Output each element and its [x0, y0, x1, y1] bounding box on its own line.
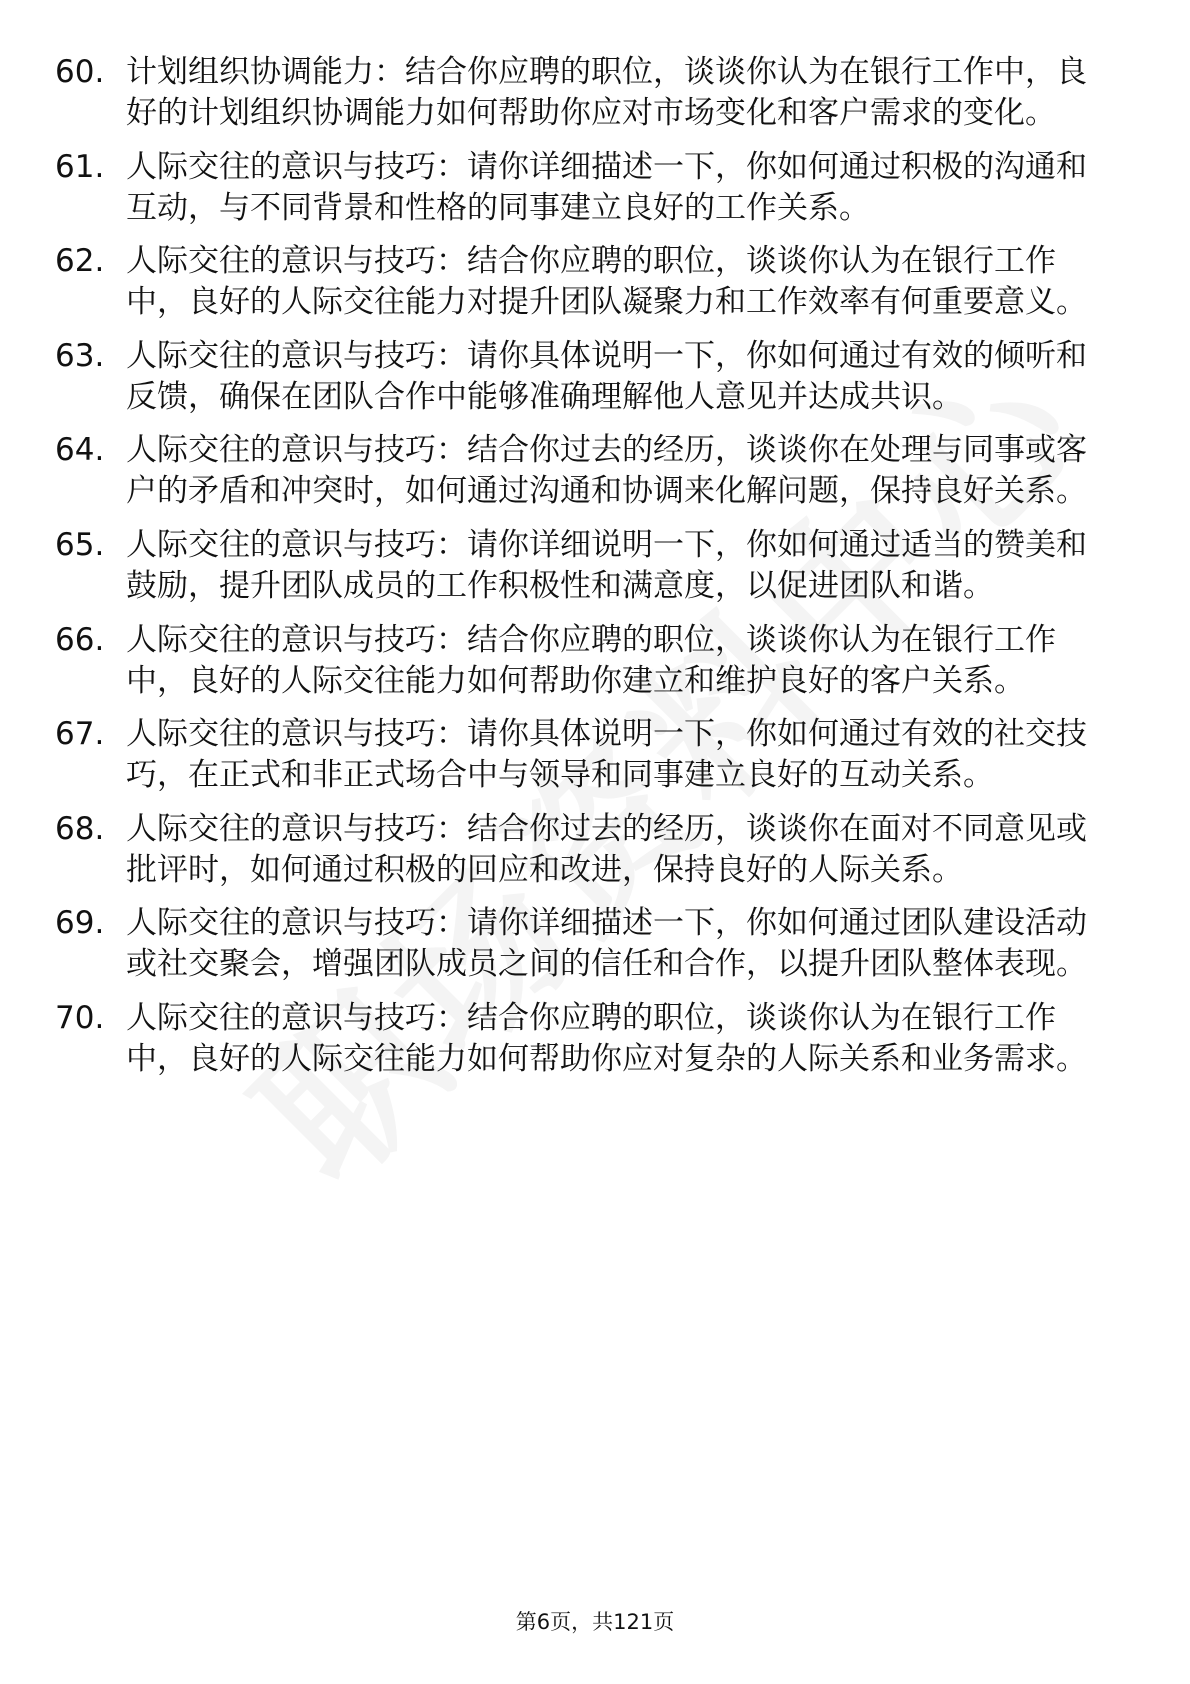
- question-item: [55, 336, 1135, 418]
- question-number: 62.: [55, 243, 105, 280]
- question-item: [55, 714, 1135, 796]
- question-number: 68.: [55, 810, 105, 847]
- question-text: 人际交往的意识与技巧：结合你应聘的职位，谈谈你认为在银行工作中，良好的人际交往能力如何帮助你应对复杂的人际关系和业务需求。: [126, 999, 1087, 1077]
- question-number: 61.: [55, 148, 105, 185]
- question-text: 人际交往的意识与技巧：请你详细描述一下，你如何通过积极的沟通和互动，与不同背景和性格的同事建立良好的工作关系。: [126, 148, 1087, 226]
- question-item: [55, 241, 1135, 323]
- question-item: [55, 998, 1135, 1080]
- question-text: 人际交往的意识与技巧：结合你过去的经历，谈谈你在面对不同意见或批评时，如何通过积极的回应和改进，保持良好的人际关系。: [126, 810, 1087, 888]
- question-item: [55, 147, 1135, 229]
- question-text: 人际交往的意识与技巧：请你具体说明一下，你如何通过有效的倾听和反馈，确保在团队合作中能够准确理解他人意见并达成共识。: [126, 337, 1087, 415]
- question-text: 人际交往的意识与技巧：结合你过去的经历，谈谈你在处理与同事或客户的矛盾和冲突时，如何通过沟通和协调来化解问题，保持良好关系。: [126, 432, 1087, 510]
- question-item: [55, 525, 1135, 607]
- question-item: [55, 903, 1135, 985]
- question-text: 人际交往的意识与技巧：请你详细说明一下，你如何通过适当的赞美和鼓励，提升团队成员的工作积极性和满意度，以促进团队和谐。: [126, 526, 1087, 604]
- question-number: 69.: [55, 905, 105, 942]
- question-item: [55, 52, 1135, 134]
- question-item: [55, 620, 1135, 702]
- question-text: 人际交往的意识与技巧：请你具体说明一下，你如何通过有效的社交技巧，在正式和非正式场合中与领导和同事建立良好的互动关系。: [126, 716, 1087, 794]
- question-item: [55, 430, 1135, 512]
- question-number: 60.: [55, 54, 105, 90]
- question-list: [55, 52, 1135, 1093]
- question-number: 67.: [55, 716, 105, 753]
- question-text: 人际交往的意识与技巧：请你详细描述一下，你如何通过团队建设活动或社交聚会，增强团队成员之间的信任和合作，以提升团队整体表现。: [126, 905, 1087, 983]
- question-item: [55, 809, 1135, 891]
- question-number: 66.: [55, 621, 105, 658]
- question-text: 人际交往的意识与技巧：结合你应聘的职位，谈谈你认为在银行工作中，良好的人际交往能力对提升团队凝聚力和工作效率有何重要意义。: [126, 243, 1087, 321]
- question-number: 64.: [55, 432, 105, 469]
- page-indicator: 第6页，共121页: [515, 1610, 675, 1634]
- question-number: 63.: [55, 337, 105, 374]
- question-number: 70.: [55, 999, 105, 1036]
- question-text: 计划组织协调能力：结合你应聘的职位，谈谈你认为在银行工作中，良好的计划组织协调能力如何帮助你应对市场变化和客户需求的变化。: [126, 54, 1087, 131]
- question-text: 人际交往的意识与技巧：结合你应聘的职位，谈谈你认为在银行工作中，良好的人际交往能力如何帮助你建立和维护良好的客户关系。: [126, 621, 1056, 699]
- question-number: 65.: [55, 526, 105, 563]
